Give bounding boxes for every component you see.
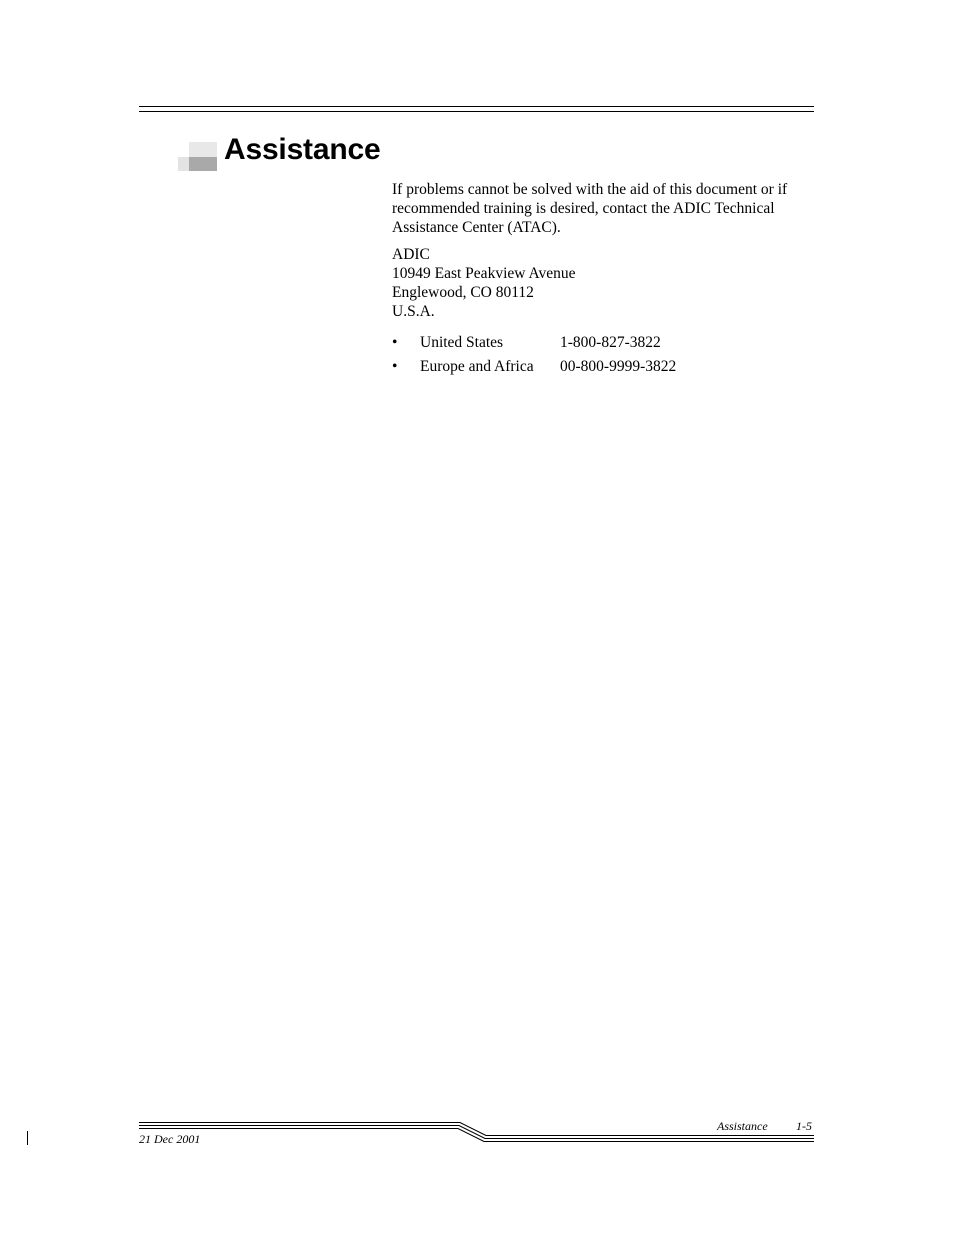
header-double-rule xyxy=(139,106,814,112)
mailing-address xyxy=(392,245,822,321)
address-line-company: ADIC xyxy=(392,246,430,263)
contact-phone: 1-800-827-3822 xyxy=(560,334,661,351)
contact-region: Europe and Africa xyxy=(420,357,534,375)
change-bar xyxy=(27,1131,28,1145)
contact-phone: 00-800-9999-3822 xyxy=(560,357,677,375)
intro-paragraph: If problems cannot be solved with the aid of this document or if recommended training is desired, contact the ADIC Technical Assistance Center (ATAC). xyxy=(392,181,788,236)
address-line-country: U.S.A. xyxy=(392,303,435,320)
footer-date: 21 Dec 2001 xyxy=(139,1132,201,1146)
address-line-street: 10949 East Peakview Avenue xyxy=(392,265,576,282)
address-line-city: Englewood, CO 80112 xyxy=(392,284,534,301)
contact-region: United States xyxy=(420,334,504,351)
page-title: Assistance xyxy=(224,133,381,166)
footer-section-name: Assistance xyxy=(717,1119,768,1133)
bullet-icon: • xyxy=(392,357,398,375)
bullet-icon: • xyxy=(392,334,398,351)
footer-page-number: 1-5 xyxy=(796,1119,812,1133)
heading-marker-icon xyxy=(178,142,217,171)
